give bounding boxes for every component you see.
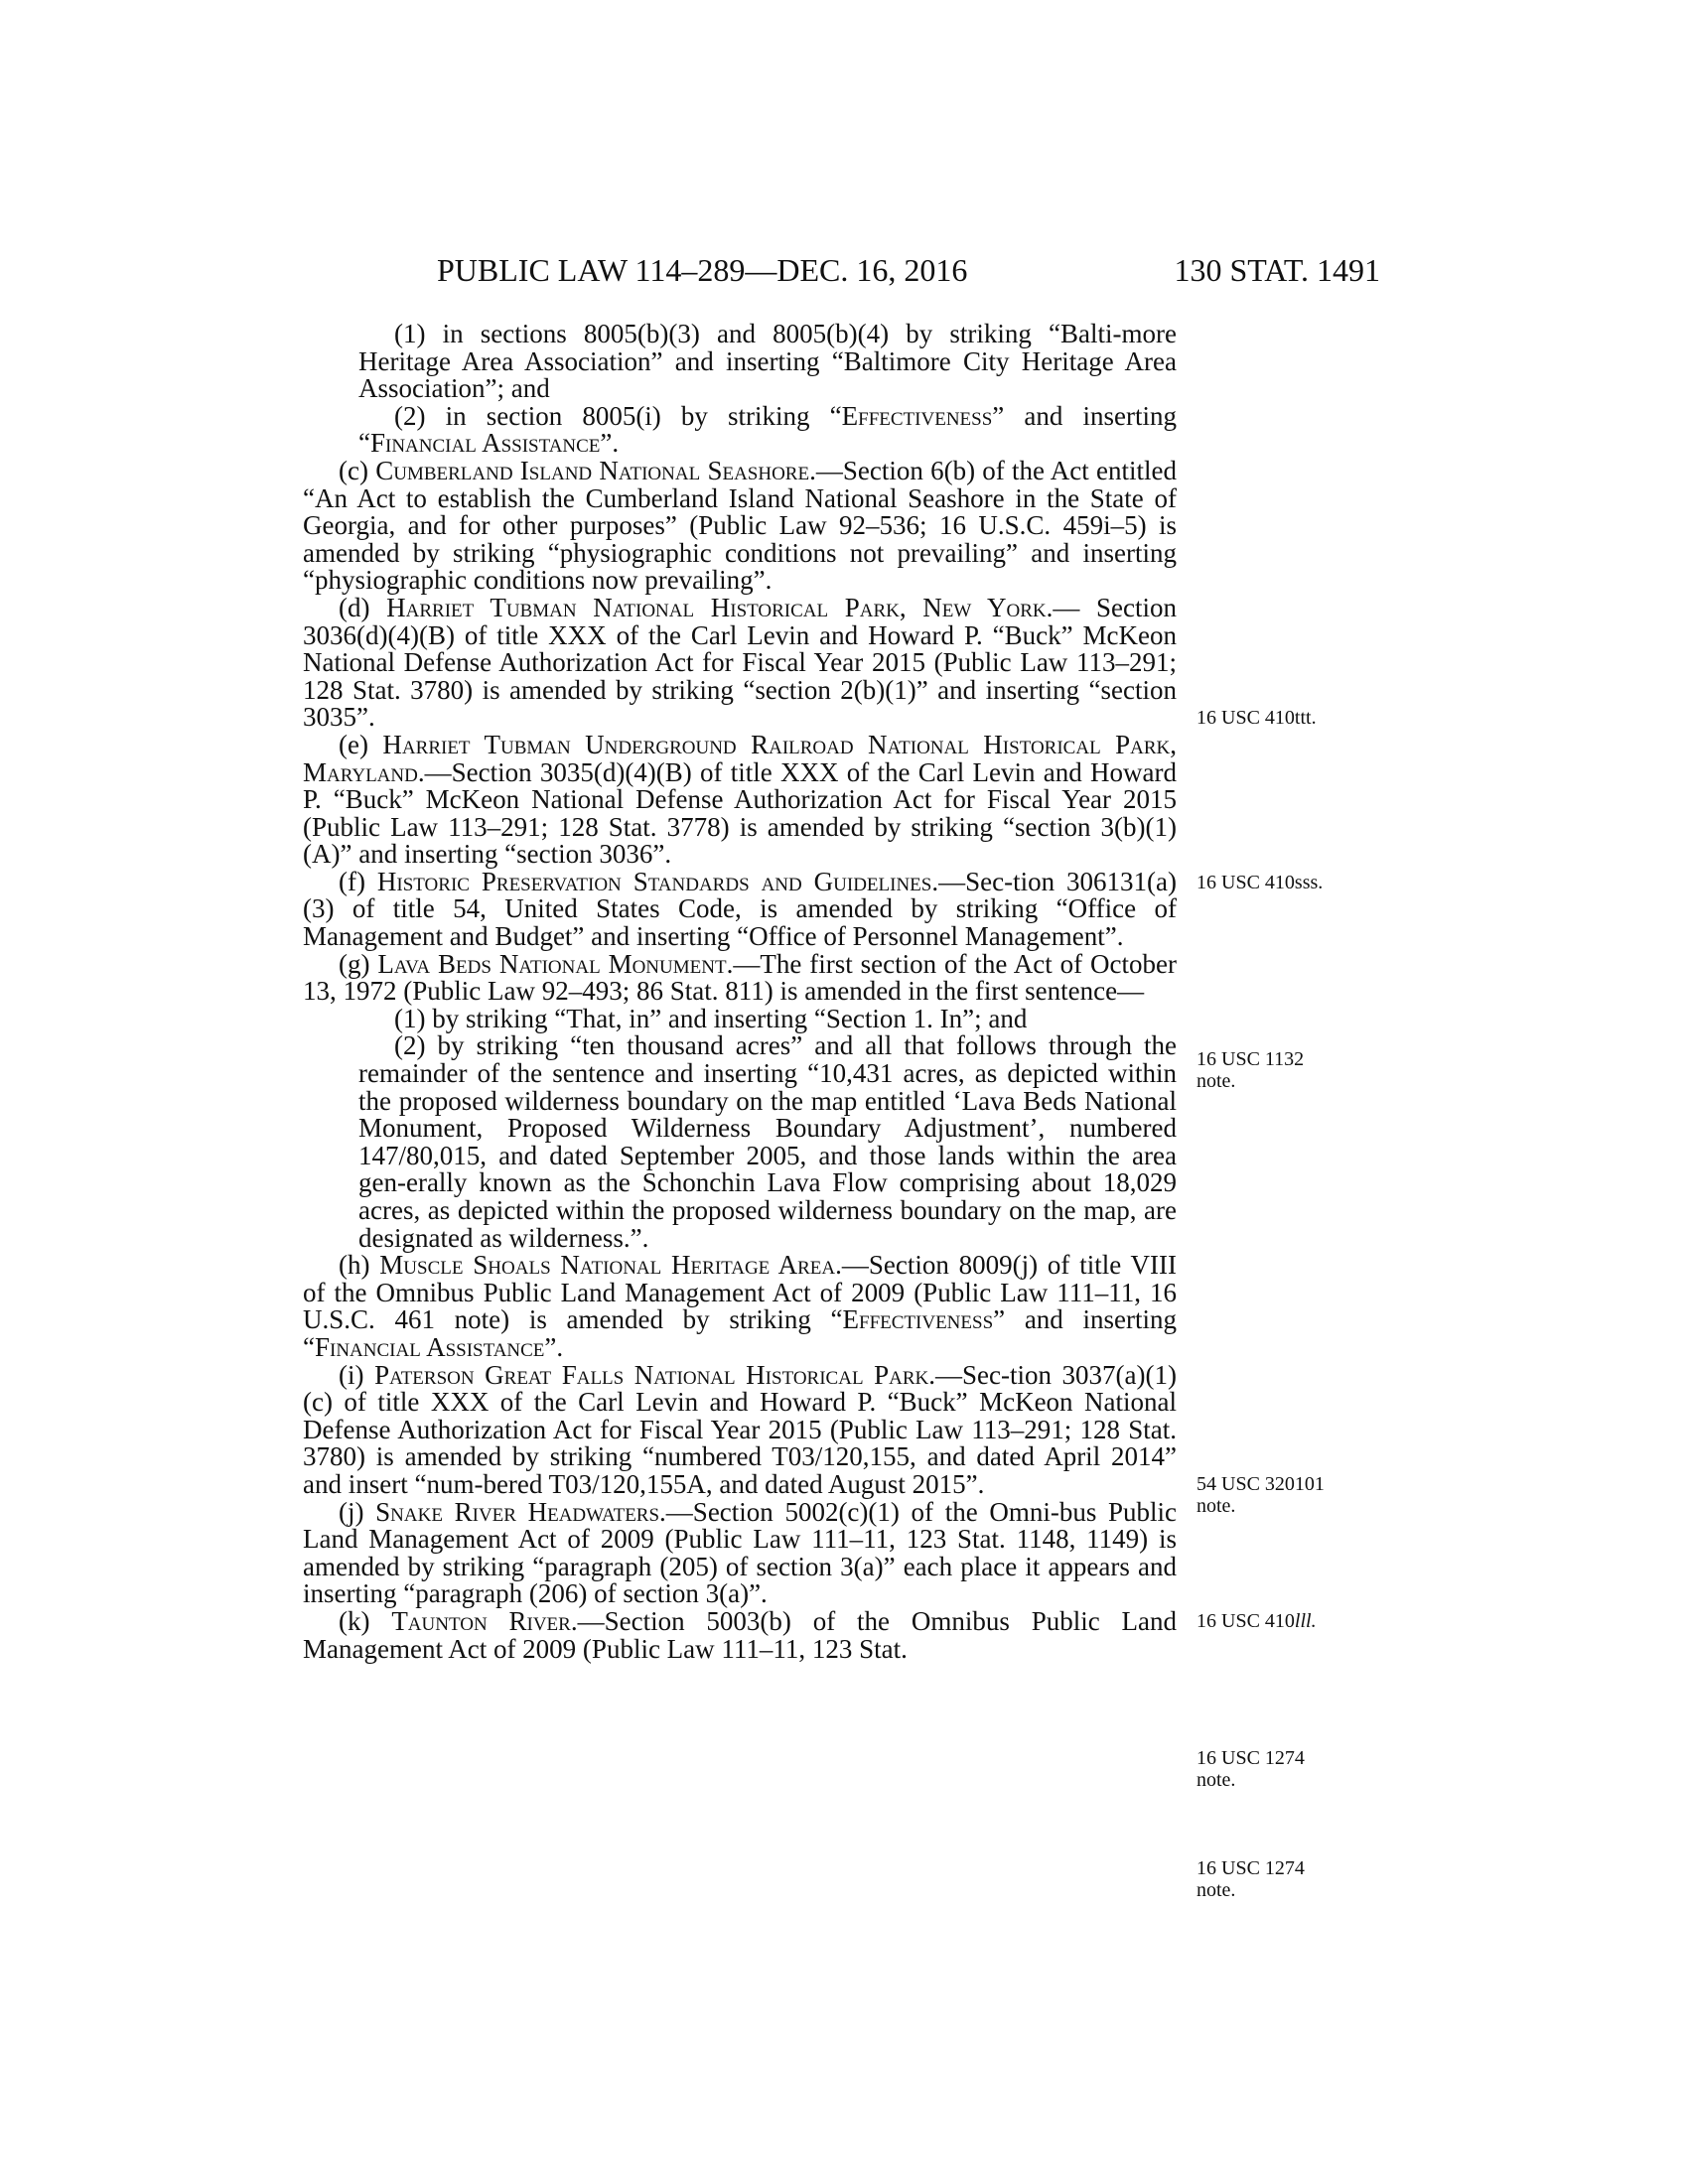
subsection-g: (g) Lava Beds National Monument.—The first section of the Act of October 13, 1972 (Public Law 92–493; 86 Stat. 811) is amended in the first sentence— [303,948,1178,1007]
subsection-i-heading: Paterson Great Falls National Historical Park. [374,1359,936,1390]
subsection-j-heading: Snake River Headwaters. [375,1496,666,1527]
margin-note: 16 USC 410ttt. [1196,707,1317,729]
subsection-c: (c) Cumberland Island National Seashore.—Section 6(b) of the Act entitled “An Act to establish the Cumberland Island National Seashore in the State of Georgia, and for other purposes” (Public Law 92–536; 16 U.S.C. 459i–5) is amended by striking “physiographic conditions not prevailing” and inserting “physiographic conditions now prevailing”. [303,455,1177,596]
subsection-e: (e) Harriet Tubman Underground Railroad National Historical Park, Maryland.—Section 3035(d)(4)(B) of title XXX of the Carl Levin and Howard P. “Buck” McKeon National Defense Authorization Act for Fiscal Year 2015 (Public Law 113–291; 128 Stat. 3778) is amended by striking “section 3(b)(1)(A)” and inserting “section 3036”. [303,729,1177,870]
margin-note: 16 USC 410lll. [1196,1610,1317,1632]
subsection-h-heading: Muscle Shoals National Heritage Area. [379,1250,842,1281]
subsection-i: (i) Paterson Great Falls National Historical Park.—Sec-tion 3037(a)(1)(c) of title XXX of the Carl Levin and Howard P. “Buck” McKeon National Defense Authorization Act for Fiscal Year 2015 (Public Law 113–291; 128 Stat. 3780) is amended by striking “numbered T03/120,155, and dated April 2014” and insert “num-bered T03/120,155A, and dated August 2015”. [303,1359,1178,1499]
paragraph-b1: (1) in sections 8005(b)(3) and 8005(b)(4) by striking “Balti-more Heritage Area Association” and inserting “Baltimore City Heritage Area Association”; and [358,319,1177,404]
document-body [303,321,1177,1663]
subsection-f: (f) Historic Preservation Standards and Guidelines.—Sec-tion 306131(a)(3) of title 54, United States Code, is amended by striking “Office of Management and Budget” and inserting “Office of Personnel Management”. [303,866,1177,952]
subsection-c-heading: Cumberland Island National Seashore. [375,455,816,485]
subsection-j: (j) Snake River Headwaters.—Section 5002(c)(1) of the Omni-bus Public Land Management Act of 2009 (Public Law 111–11, 123 Stat. 1148, 1149) is amended by striking “paragraph (205) of section 3(a)” each place it appears and inserting “paragraph (206) of section 3(a)”. [303,1496,1178,1609]
page-number: 130 STAT. 1491 [1174,252,1380,288]
paragraph-g2: (2) by striking “ten thousand acres” and all that follows through the remainder of the sentence and inserting “10,431 acres, as depicted within the proposed wilderness boundary on the map entitled ‘Lava Beds National Monument, Proposed Wilderness Boundary Adjustment’, numbered 147/80,015, and dated September 2005, and those lands within the area gen-erally known as the Schonchin Lava Flow comprising about 18,029 acres, as depicted within the proposed wilderness boundary on the map, are designated as wilderness.”. [358,1030,1177,1253]
subsection-f-heading: Historic Preservation Standards and Guidelines. [376,866,939,896]
law-title: PUBLIC LAW 114–289—DEC. 16, 2016 [437,252,968,288]
paragraph-g1: (1) by striking “That, in” and inserting “Section 1. In”; and [394,1003,1028,1033]
subsection-h: (h) Muscle Shoals National Heritage Area.—Section 8009(j) of title VIII of the Omnibus Public Land Management Act of 2009 (Public Law 111–11, 16 U.S.C. 461 note) is amended by striking “Effectiveness” and inserting “Financial Assistance”. [303,1250,1178,1362]
subsection-e-heading: Harriet Tubman Underground Railroad National Historical Park, Maryland. [303,729,1177,787]
subsection-d-heading: Harriet Tubman National Historical Park, New York. [386,592,1054,622]
margin-note: 16 USC 410sss. [1196,872,1324,893]
subsection-k: (k) Taunton River.—Section 5003(b) of the Omnibus Public Land Management Act of 2009 (Public Law 111–11, 123 Stat. [303,1605,1177,1664]
subsection-k-heading: Taunton River. [391,1605,578,1636]
margin-note: 16 USC 1274 note. [1196,1857,1305,1901]
subsection-d: (d) Harriet Tubman National Historical Park, New York.— Section 3036(d)(4)(B) of title XXX of the Carl Levin and Howard P. “Buck” McKeon National Defense Authorization Act for Fiscal Year 2015 (Public Law 113–291; 128 Stat. 3780) is amended by striking “section 2(b)(1)” and inserting “section 3035”. [303,592,1177,733]
margin-note: 16 USC 1132 note. [1196,1048,1305,1092]
running-header [437,248,1380,292]
paragraph-b2: (2) in section 8005(i) by striking “Effectiveness” and inserting “Financial Assistance”. [358,400,1177,459]
margin-note: 54 USC 320101 note. [1196,1473,1325,1517]
margin-note: 16 USC 1274 note. [1196,1747,1305,1791]
subsection-g-heading: Lava Beds National Monument. [377,948,734,979]
